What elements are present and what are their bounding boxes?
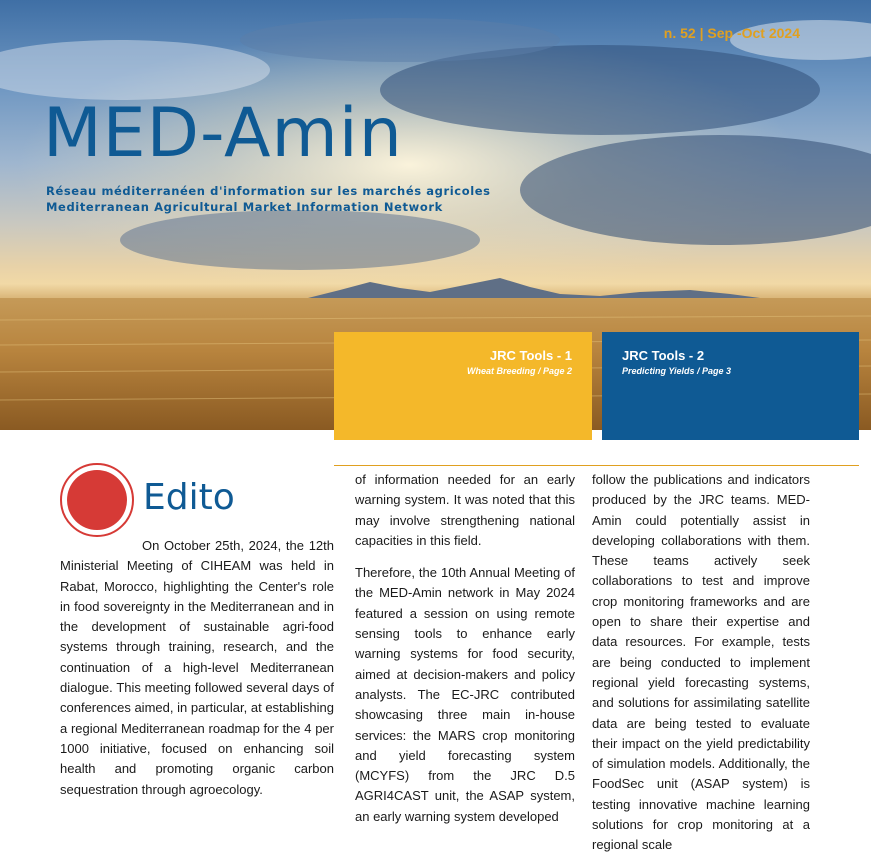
paragraph: of information needed for an early warning system. It was noted that this may involve strengthening national capacities in this field.	[355, 472, 575, 548]
feature-box-jrc-tools-1[interactable]	[334, 332, 592, 440]
feature-title: JRC Tools - 2	[622, 348, 705, 363]
edito-heading: Edito	[143, 477, 235, 518]
edito-column-3	[592, 470, 810, 868]
paragraph: On October 25th, 2024, the 12th Ministerial Meeting of CIHEAM was held in Rabat, Morocco, highlighting the Center's role in food sovereignty in the Mediterranean and in the development of sustainable agri-food systems through training, research, and the continuation of a high-level Mediterranean dialogue. This meeting followed several days of conferences aimed, in particular, at establishing a regional Mediterranean roadmap for the 4 per 1000 initiative, focused on enhancing soil health and promoting organic carbon sequestration through agroecology.	[60, 538, 334, 797]
feature-title: JRC Tools - 1	[489, 348, 572, 363]
column-divider	[334, 465, 859, 466]
brand-title: MED-Amin	[43, 94, 403, 173]
paragraph: follow the publications and indicators produced by the JRC teams. MED-Amin could potentially assist in developing collaborations with them. These teams actively seek collaborations to test and improve crop monitoring frameworks and are open to share their expertise and data resources. For example, tests are being conducted to implement regional yield forecasting systems, and solutions for assimilating satellite data are being tested to evaluate their impact on the yield predictability of simulation models. Additionally, the FoodSec unit (ASAP system) is testing innovative machine learning solutions for crop monitoring at a regional scale	[592, 472, 810, 853]
feature-box-jrc-tools-2[interactable]	[602, 332, 859, 440]
edito-dot-icon	[67, 470, 127, 530]
feature-subtitle: Wheat Breeding / Page 2	[466, 366, 572, 376]
paragraph: Therefore, the 10th Annual Meeting of the MED-Amin network in May 2024 featured a session on using remote sensing tools to enhance early warning systems for food security, aimed at decision-makers and policy analysts. The EC-JRC contributed showcasing three main in-house services: the MARS crop monitoring and yield forecasting system (MCYFS) from the JRC D.5 AGRI4CAST unit, the ASAP system, an early warning system developed	[355, 565, 575, 824]
edito-column-2	[355, 470, 575, 839]
edito-column-1	[60, 536, 334, 812]
tagline-french: Réseau méditerranéen d'information sur les marchés agricoles	[46, 184, 491, 198]
issue-number: n. 52 | Sep -Oct 2024	[663, 25, 800, 41]
feature-subtitle: Predicting Yields / Page 3	[622, 366, 732, 376]
tagline-english: Mediterranean Agricultural Market Information Network	[46, 200, 443, 214]
